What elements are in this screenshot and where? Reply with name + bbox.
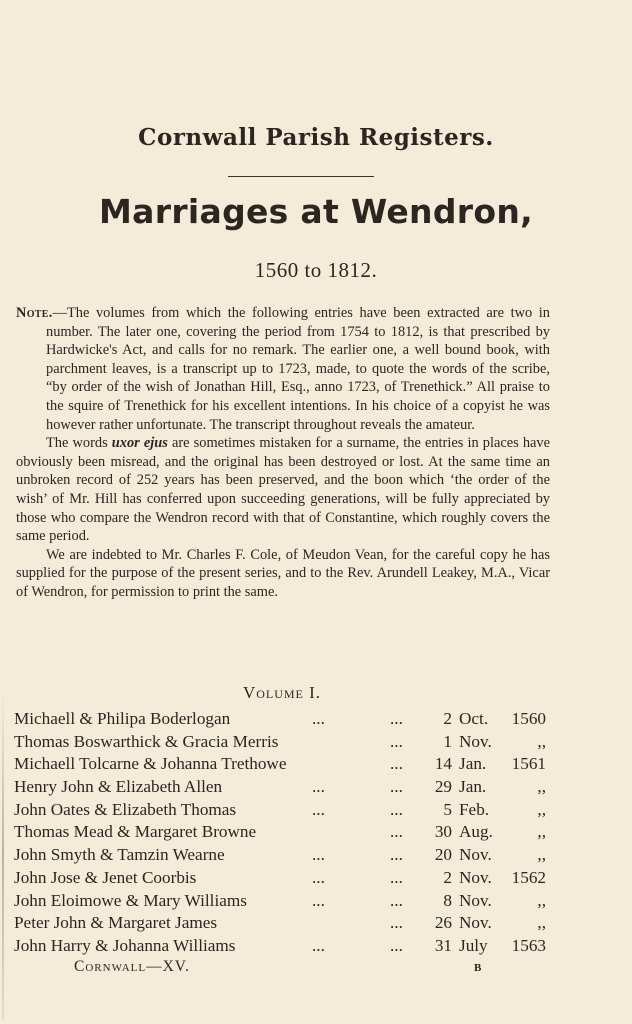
marriage-list [14,708,554,958]
note-lead: Note. [16,305,53,321]
entry-day: 31 [434,935,452,955]
entry-names: Peter John & Margaret James [14,913,218,933]
entry-day: 2 [443,709,452,728]
entry-leader-dots: ... [390,822,403,842]
note-paragraph-1 [16,304,550,434]
entry-day: 20 [434,845,452,865]
page-title: Marriages at Wendron, [99,192,533,231]
entry-leader-dots: ... [390,754,403,774]
entry-names: Michaell Tolcarne & Johanna Trethowe [14,754,287,774]
marriage-entry [14,708,554,731]
entry-leader-dots: ... [312,709,325,728]
note-paragraph-3 [16,546,550,602]
entry-leader-dots: ... [390,799,403,819]
marriage-entry [14,799,554,822]
entry-leader-dots: ... [390,913,403,933]
footer-signature: Cornwall—XV. [74,958,190,975]
entry-day: 8 [443,890,452,910]
entry-month: Nov. [459,731,492,751]
entry-month: Jan. [459,754,487,774]
note-text-2a: The words [46,435,112,452]
entry-day: 14 [434,754,452,774]
entry-leader-dots: ... [390,777,403,797]
entry-names: Thomas Mead & Margaret Browne [14,822,257,842]
entry-leader-dots: ... [390,867,403,887]
entry-month: Feb. [459,799,490,819]
entry-names: Thomas Boswarthick & Gracia Merris [14,731,279,751]
entry-names: Michaell & Philipa Boderlogan [14,709,231,728]
entry-leader-dots: ... [390,845,403,865]
entry-year: ,, [537,845,546,865]
marriage-entry [14,753,554,776]
entry-leader-dots: ... [312,935,325,955]
entry-leader-dots: ... [390,935,403,955]
entry-year: ,, [537,731,546,751]
note-text-2b: are sometimes mistaken for a surname, the entries in places have obviously been misread, and the original has been destroyed or lost. At the same time an unbroken record of 252 years has been preserved, and the boon which ‘the order of the wish’ of Mr. Hill has conferred upon succeeding generations, will be fully appreciated by those who compare the Wendron record with that of Constantine, which roughly covers the same period. [16,435,550,545]
page-spine-shadow [2,690,4,1020]
entry-leader-dots: ... [312,799,325,819]
entry-year: ,, [537,890,546,910]
entry-leader-dots: ... [390,731,403,751]
marriage-entry [14,844,554,867]
note-text-1: —The volumes from which the following entries have been extracted are two in number. The later one, covering the period from 1754 to 1812, is that prescribed by Hardwicke's Act, and calls for no remark. The earlier one, a well bound book, with parchment leaves, is a transcript up to 1723, made, to quote the words of the scribe, “by order of the wish of Jonathan Hill, Esq., anno 1723, of Trenethick.” All praise to the squire of Trenethick for his excellent intentions. In his choice of a copyist he was however rather unfortunate. The transcript throughout reveals the amateur. [46,305,550,433]
running-head: Cornwall Parish Registers. [138,124,494,151]
entry-day: 2 [443,867,452,887]
marriage-entry [14,731,554,754]
entry-leader-dots: ... [312,777,325,797]
title-rule [228,176,374,177]
entry-year: 1560 [511,709,546,728]
entry-month: Aug. [459,822,493,842]
entry-month: Nov. [459,845,492,865]
entry-year: ,, [537,822,546,842]
marriage-entry [14,890,554,913]
entry-leader-dots: ... [390,709,403,728]
note-paragraph-2 [16,434,550,546]
entry-leader-dots: ... [312,845,325,865]
volume-heading: Volume I. [242,683,322,702]
entry-day: 30 [434,822,452,842]
note-latin-phrase: uxor ejus [111,435,168,452]
entry-month: Nov. [459,890,492,910]
entry-year: 1561 [511,754,546,774]
entry-month: Nov. [459,867,492,887]
entry-month: Jan. [459,777,487,797]
entry-month: Nov. [459,913,492,933]
entry-names: John Harry & Johanna Williams [14,935,236,955]
note-block [16,304,550,602]
marriage-entry [14,776,554,799]
entry-names: John Oates & Elizabeth Thomas [14,799,237,819]
entry-names: John Smyth & Tamzin Wearne [14,845,225,865]
entry-leader-dots: ... [390,890,403,910]
sheet-mark: B [474,962,482,974]
entry-day: 5 [443,799,452,819]
entry-day: 1 [443,731,452,751]
entry-year: ,, [537,799,546,819]
marriage-entry [14,867,554,890]
marriage-entry [14,821,554,844]
entry-names: Henry John & Elizabeth Allen [14,777,223,797]
entry-month: Oct. [459,709,489,728]
entry-year: 1563 [511,935,546,955]
entry-year: ,, [537,913,546,933]
marriage-entry [14,935,554,958]
marriage-entry [14,912,554,935]
entry-leader-dots: ... [312,890,325,910]
entry-leader-dots: ... [312,867,325,887]
entry-year: ,, [537,777,546,797]
date-range: 1560 to 1812. [254,258,378,282]
entry-day: 29 [434,777,452,797]
entry-year: 1562 [511,867,546,887]
entry-month: July [459,935,488,955]
entry-day: 26 [434,913,452,933]
entry-names: John Jose & Jenet Coorbis [14,867,197,887]
note-text-3: We are indebted to Mr. Charles F. Cole, of Meudon Vean, for the careful copy he has supplied for the purpose of the present series, and to the Rev. Arundell Leakey, M.A., Vicar of Wendron, for permission to print the same. [16,546,550,600]
entry-names: John Eloimowe & Mary Williams [14,890,247,910]
